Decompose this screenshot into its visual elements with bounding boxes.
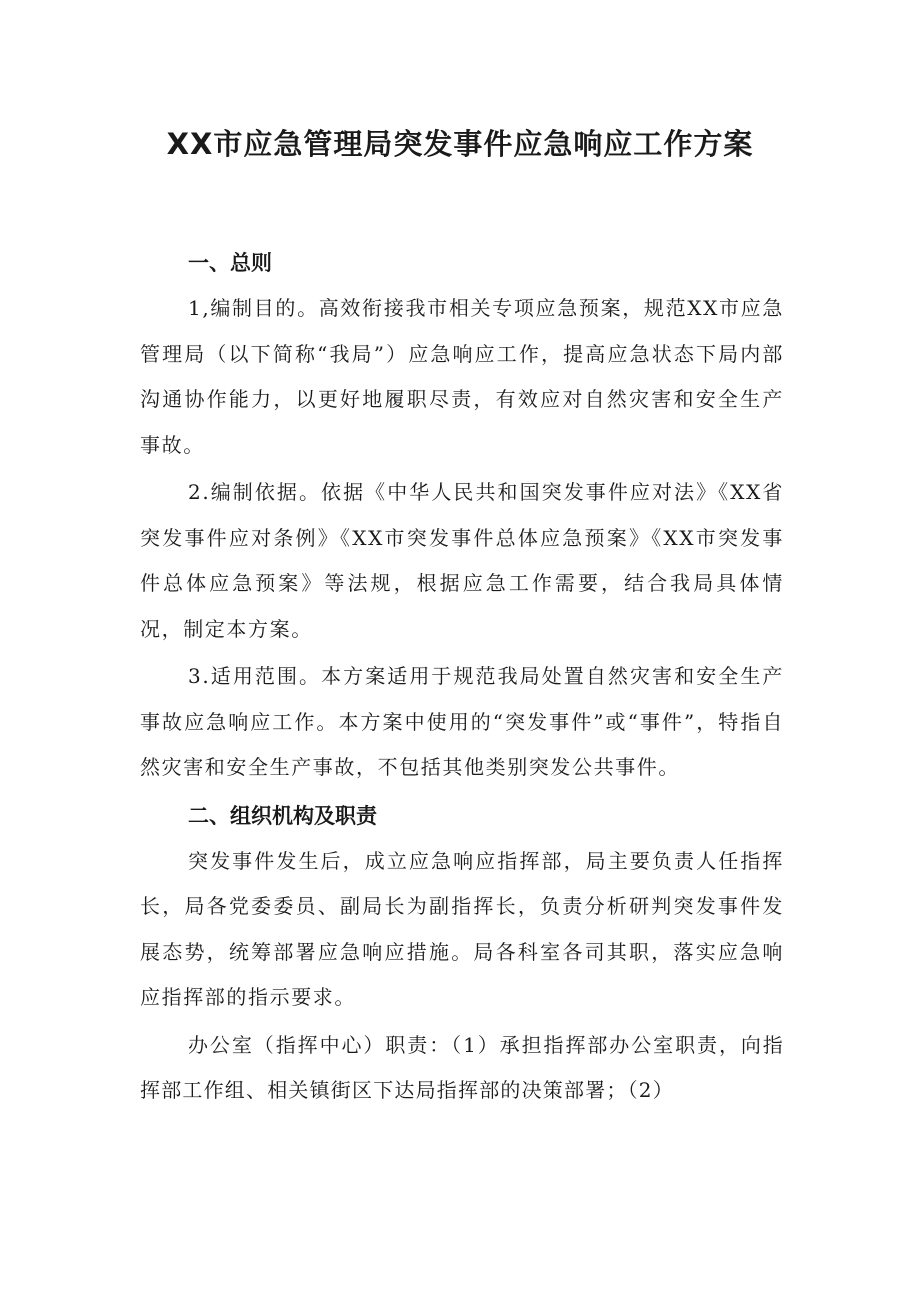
section-heading: 二、组织机构及职责: [188, 803, 377, 828]
paragraph: 1,编制目的。高效衔接我市相关专项应急预案，规范XX市应急管理局（以下简称“我局”）应急响应工作，提高应急状态下局内部沟通协作能力，以更好地履职尽责，有效应对自然灾害和安全生产事故。: [140, 296, 784, 457]
paragraph: 突发事件发生后，成立应急响应指挥部，局主要负责人任指挥长，局各党委委员、副局长为副指挥长，负责分析研判突发事件发展态势，统筹部署应急响应措施。局各科室各司其职，落实应急响应指挥部的指示要求。: [140, 848, 784, 1009]
paragraph: 3.适用范围。本方案适用于规范我局处置自然灾害和安全生产事故应急响应工作。本方案中使用的“突发事件”或“事件”，特指自然灾害和安全生产事故，不包括其他类别突发公共事件。: [140, 664, 784, 779]
paragraph: 2.编制依据。依据《中华人民共和国突发事件应对法》《XX省突发事件应对条例》《XX市突发事件总体应急预案》《XX市突发事件总体应急预案》等法规，根据应急工作需要，结合我局具体情况，制定本方案。: [140, 480, 784, 641]
section-organization: [140, 793, 784, 1114]
document-title: XX市应急管理局突发事件应急响应工作方案: [166, 127, 754, 161]
section-heading: 一、总则: [188, 251, 272, 275]
paragraph: 办公室（指挥中心）职责：（1）承担指挥部办公室职责，向指挥部工作组、相关镇街区下达局指挥部的决策部署；（2）: [140, 1032, 784, 1102]
section-general: [140, 240, 784, 791]
document-body: [140, 240, 784, 1116]
